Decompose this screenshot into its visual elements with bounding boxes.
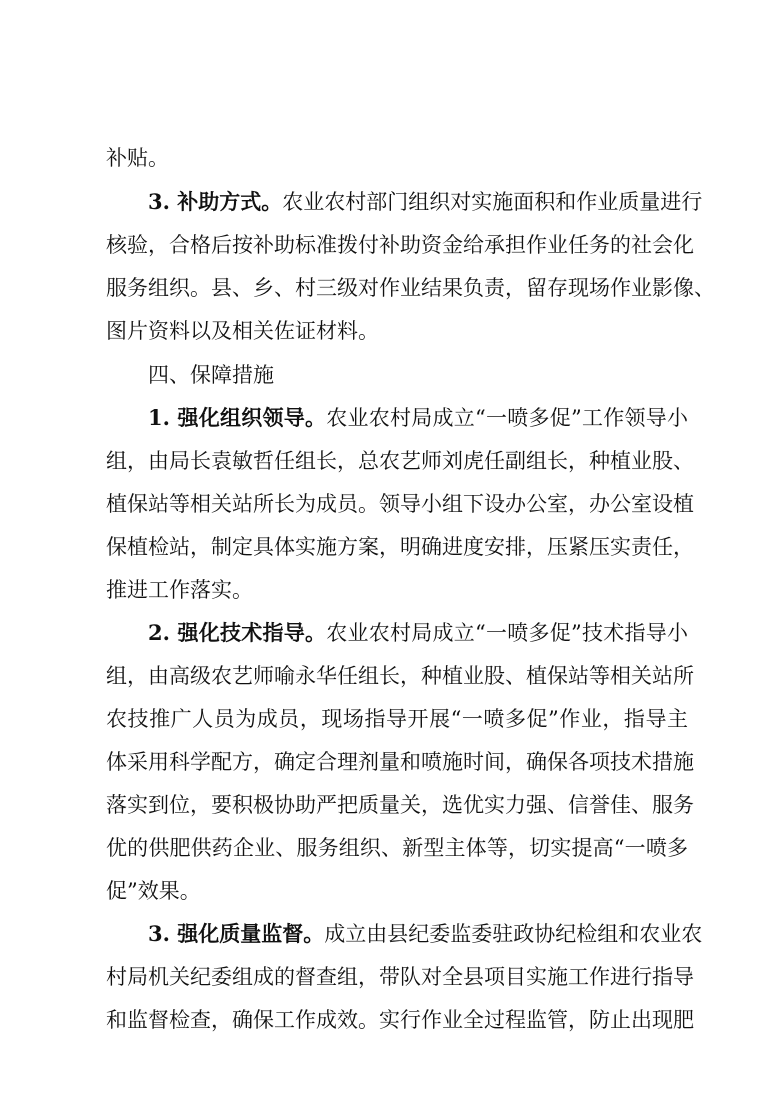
section-heading-text: 四、保障措施: [148, 363, 274, 387]
text-span: 农业农村局成立“一喷多促”技术指导小: [326, 621, 688, 645]
text-span: 农业农村部门组织对实施面积和作业质量进行: [282, 190, 703, 214]
text-span: 服务组织。县、乡、村三级对作业结果负责，留存现场作业影像、: [106, 276, 715, 300]
text-span: 体采用科学配方，确定合理剂量和喷施时间，确保各项技术措施: [106, 750, 694, 774]
text-span: 核验，合格后按补助标准拨付补助资金给承担作业任务的社会化: [106, 233, 694, 257]
text-line: [106, 957, 694, 997]
text-span: 优的供肥供药企业、服务组织、新型主体等，切实提高“一喷多: [106, 836, 688, 860]
text-span: 村局机关纪委组成的督查组，带队对全县项目实施工作进行指导: [106, 965, 694, 989]
paragraph-lead: 2. 强化技术指导。: [148, 620, 327, 645]
text-span: 成立由县纪委监委驻政协纪检组和农业农: [324, 922, 703, 946]
text-line: [106, 742, 694, 782]
paragraph-first-line: [148, 182, 703, 222]
text-span: 落实到位，要积极协助严把质量关，选优实力强、信誉佳、服务: [106, 793, 694, 817]
text-line: [106, 785, 694, 825]
paragraph-lead: 3. 强化质量监督。: [148, 921, 325, 946]
text-span: 组，由局长袁敏哲任组长，总农艺师刘虎任副组长，种植业股、: [106, 449, 694, 473]
text-span: 组，由高级农艺师喻永华任组长，种植业股、植保站等相关站所: [106, 664, 694, 688]
text-line: [106, 225, 694, 265]
text-span: 保植检站，制定具体实施方案，明确进度安排，压紧压实责任，: [106, 535, 694, 559]
text-span: 促”效果。: [106, 879, 201, 903]
paragraph-lead: 1. 强化组织领导。: [148, 405, 327, 430]
paragraph-first-line: [148, 914, 703, 954]
text-span: 农业农村局成立“一喷多促”工作领导小: [326, 406, 688, 430]
text-span: 图片资料以及相关佐证材料。: [106, 319, 379, 343]
section-heading: [148, 355, 688, 395]
text-line: [106, 138, 688, 178]
paragraph-first-line: [148, 613, 688, 653]
text-line: [106, 871, 688, 911]
text-line: [106, 1000, 694, 1040]
text-span: 和监督检查，确保工作成效。实行作业全过程监管，防止出现肥: [106, 1008, 694, 1032]
text-line: [106, 656, 694, 696]
text-span: 农技推广人员为成员，现场指导开展“一喷多促”作业，指导主: [106, 707, 688, 731]
text-span: 植保站等相关站所长为成员。领导小组下设办公室，办公室设植: [106, 492, 694, 516]
paragraph-lead: 3. 补助方式。: [148, 189, 283, 214]
text-span: 推进工作落实。: [106, 578, 253, 602]
text-line: [106, 484, 694, 524]
text-line: [106, 828, 688, 868]
text-span: 补贴。: [106, 146, 169, 170]
text-line: [106, 527, 694, 567]
paragraph-first-line: [148, 398, 688, 438]
text-line: [106, 570, 688, 610]
text-line: [106, 441, 694, 481]
text-line: [106, 699, 688, 739]
text-line: [106, 311, 688, 351]
text-line: [106, 268, 715, 308]
